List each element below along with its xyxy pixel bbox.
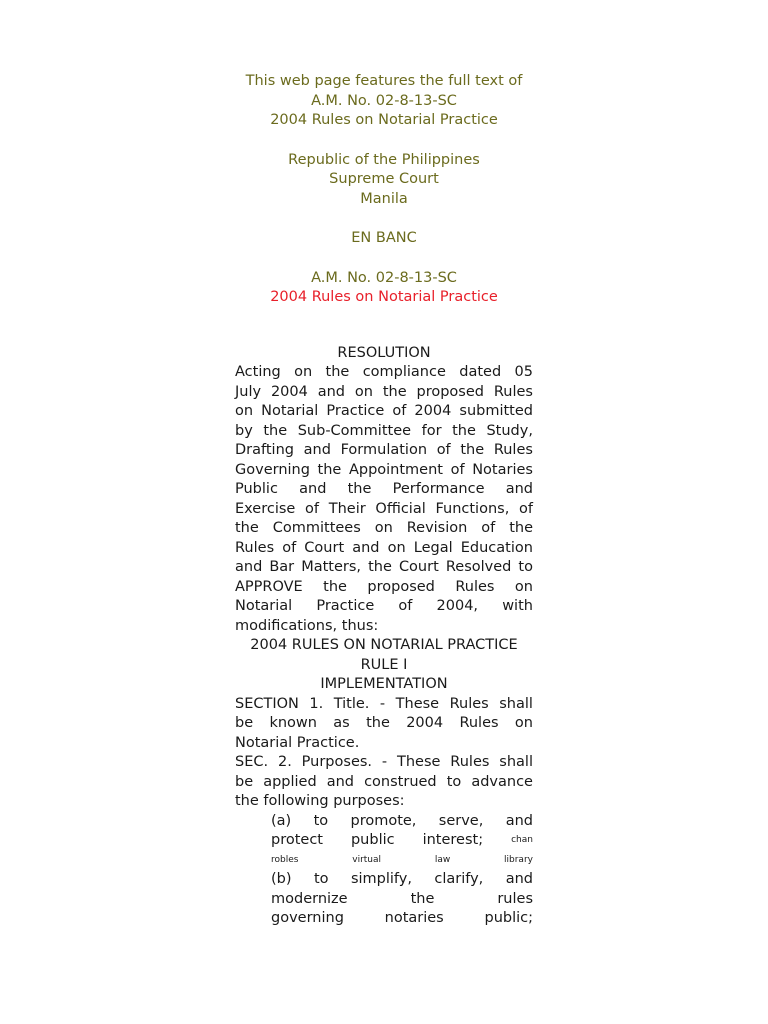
word: Notaries xyxy=(472,461,533,478)
paragraph-last-line: the following purposes: xyxy=(235,793,405,809)
purpose-a-line xyxy=(271,812,533,832)
case-title: 2004 Rules on Notarial Practice xyxy=(270,289,498,305)
word: Notarial xyxy=(261,403,319,419)
word: Functions, xyxy=(435,500,510,517)
word: of xyxy=(305,500,320,517)
word: Practice xyxy=(326,403,385,419)
paragraph-line xyxy=(235,441,533,461)
word: and xyxy=(317,383,346,400)
paragraph-line xyxy=(235,519,533,539)
word: protect xyxy=(271,832,323,848)
word: Rules xyxy=(235,539,275,556)
word: to xyxy=(313,871,329,887)
word: governing xyxy=(271,910,344,926)
paragraph-line xyxy=(235,558,533,578)
word: Notarial xyxy=(235,598,293,614)
paragraph-line xyxy=(235,773,533,793)
word: Governing xyxy=(235,461,310,478)
word: SECTION xyxy=(235,695,299,712)
word: 2. xyxy=(277,754,292,770)
word: promote, xyxy=(350,812,417,829)
paragraph-line xyxy=(235,597,533,617)
word: of xyxy=(436,442,451,458)
word: of xyxy=(519,500,533,517)
word: shall xyxy=(499,754,533,770)
word: public xyxy=(350,832,395,848)
watermark-word: library xyxy=(504,854,533,865)
word: Rules xyxy=(450,754,490,770)
word: 2004 xyxy=(270,383,308,400)
word: Acting xyxy=(235,364,281,380)
paragraph-line xyxy=(235,500,533,520)
supreme-court-line: Supreme Court xyxy=(329,171,439,187)
word: of xyxy=(398,598,413,614)
word: rules xyxy=(497,890,533,907)
word: submitted xyxy=(459,403,533,419)
word: (a) xyxy=(271,812,292,829)
watermark-word: law xyxy=(434,854,451,865)
word: the xyxy=(325,364,350,380)
word: of xyxy=(392,403,407,419)
purpose-b-line xyxy=(271,890,533,910)
word: clarify, xyxy=(434,871,484,887)
word: to xyxy=(446,773,462,790)
word: (b) xyxy=(271,871,292,887)
word: and xyxy=(505,871,533,887)
word: the xyxy=(366,715,390,731)
word: Appointment xyxy=(348,461,443,478)
word: of xyxy=(450,461,465,478)
word: - xyxy=(381,754,388,770)
word: Title. xyxy=(333,695,370,712)
word: interest; xyxy=(422,832,484,848)
word: compliance xyxy=(362,364,446,380)
word: as xyxy=(333,715,350,731)
word: Rules xyxy=(455,578,495,595)
republic-line: Republic of the Philippines xyxy=(288,151,480,168)
manila-line: Manila xyxy=(360,190,408,207)
word: of xyxy=(282,539,297,556)
word: the xyxy=(410,890,435,907)
word: Official xyxy=(375,500,426,517)
paragraph-line xyxy=(235,539,533,559)
watermark-text: chan xyxy=(511,835,533,845)
paragraph-line xyxy=(235,578,533,598)
word: - xyxy=(379,695,386,712)
word: on xyxy=(514,578,533,595)
paragraph-line xyxy=(235,753,533,773)
rule-name: IMPLEMENTATION xyxy=(320,676,448,692)
word: Court xyxy=(304,539,345,556)
word: 2004 xyxy=(406,715,444,731)
word: and xyxy=(235,559,263,575)
word: on xyxy=(235,403,254,419)
word: Rules xyxy=(493,442,533,458)
intro-case-number: A.M. No. 02-8-13-SC xyxy=(311,92,457,109)
word: the xyxy=(235,520,259,536)
word: Performance xyxy=(392,481,485,497)
word: public; xyxy=(484,910,533,926)
word: Purposes. xyxy=(301,754,373,770)
word: Rules xyxy=(449,695,489,712)
word: 1. xyxy=(309,695,324,712)
word: and xyxy=(299,481,327,497)
word: known xyxy=(269,715,317,731)
word: Sub-Committee xyxy=(297,422,412,439)
word: modernize xyxy=(271,890,348,907)
rule-number: RULE I xyxy=(360,656,408,673)
word: proposed xyxy=(416,383,484,400)
word: shall xyxy=(499,695,533,712)
word: Exercise xyxy=(235,500,296,517)
word: on xyxy=(514,715,533,731)
word: APPROVE xyxy=(235,578,303,595)
rules-title: 2004 RULES ON NOTARIAL PRACTICE xyxy=(250,637,518,653)
word: by xyxy=(235,422,253,439)
word: the xyxy=(317,461,342,478)
word: and xyxy=(505,812,533,829)
word: the xyxy=(347,481,372,497)
word: on xyxy=(354,383,373,400)
case-number: A.M. No. 02-8-13-SC xyxy=(311,269,457,286)
section-1 xyxy=(235,695,533,754)
word: for xyxy=(421,422,442,439)
word: Rules xyxy=(493,383,533,400)
word: Revision xyxy=(406,520,468,536)
paragraph-line xyxy=(235,422,533,442)
word: and xyxy=(326,773,355,790)
word: advance xyxy=(471,773,533,790)
intro-line-1: This web page features the full text of xyxy=(245,73,523,89)
paragraph-last-line: Notarial Practice. xyxy=(235,734,360,751)
word: the xyxy=(460,442,485,458)
word: and xyxy=(505,481,533,497)
resolution-heading: RESOLUTION xyxy=(337,344,431,361)
word: dated xyxy=(459,364,502,380)
word: Legal xyxy=(413,539,453,556)
word: to xyxy=(518,559,533,575)
paragraph-line xyxy=(235,480,533,500)
word: Committees xyxy=(272,520,361,536)
word: Resolved xyxy=(445,559,512,575)
word: 05 xyxy=(514,364,533,380)
word: of xyxy=(481,520,496,536)
word: Drafting xyxy=(235,442,294,458)
word: with xyxy=(502,598,533,614)
word: Study, xyxy=(486,422,533,439)
word: the xyxy=(323,578,347,595)
paragraph-line xyxy=(235,714,533,734)
purpose-b-line xyxy=(271,870,533,890)
word: applied xyxy=(263,773,317,790)
paragraph-line xyxy=(235,402,533,422)
paragraph-line xyxy=(235,383,533,403)
word: Rules xyxy=(459,715,499,731)
word: Matters, xyxy=(301,559,362,575)
word: Bar xyxy=(269,559,295,575)
word: the xyxy=(452,422,476,439)
word: notaries xyxy=(384,910,444,926)
watermark-word: robles xyxy=(271,854,299,865)
word: Formulation xyxy=(340,442,428,458)
resolution-paragraph xyxy=(235,363,533,636)
paragraph-line xyxy=(235,695,533,715)
paragraph-last-line: modifications, thus: xyxy=(235,617,379,634)
word: Public xyxy=(235,481,278,497)
word: and xyxy=(352,539,380,556)
word: These xyxy=(395,695,440,712)
en-banc-line: EN BANC xyxy=(351,230,417,246)
purpose-a-line xyxy=(271,831,533,851)
word: 2004, xyxy=(436,598,479,614)
word: the xyxy=(263,422,288,439)
word: the xyxy=(368,559,392,575)
word: on xyxy=(374,520,393,536)
word: simplify, xyxy=(350,871,412,887)
word: construed xyxy=(364,773,437,790)
word: be xyxy=(235,715,254,731)
paragraph-line xyxy=(235,363,533,383)
purpose-b-line xyxy=(271,909,533,929)
word: proposed xyxy=(367,578,435,595)
watermark-word: virtual xyxy=(352,854,382,865)
word: These xyxy=(396,754,441,770)
section-2 xyxy=(235,753,533,812)
intro-title: 2004 Rules on Notarial Practice xyxy=(270,112,498,128)
word: July xyxy=(235,383,262,400)
word: on xyxy=(387,539,406,556)
word: and xyxy=(303,442,331,458)
word: Practice xyxy=(316,598,375,614)
word: serve, xyxy=(438,812,484,829)
word: to xyxy=(313,812,329,829)
word: the xyxy=(382,383,407,400)
word: be xyxy=(235,773,254,790)
word: the xyxy=(509,520,533,536)
purposes-list xyxy=(271,812,533,929)
document-column xyxy=(235,72,533,929)
word: Their xyxy=(328,500,366,517)
word: 2004 xyxy=(414,403,452,419)
word: Court xyxy=(398,559,439,575)
watermark-line xyxy=(271,851,533,871)
word: Education xyxy=(460,539,533,556)
paragraph-line xyxy=(235,461,533,481)
word: SEC. xyxy=(235,754,269,770)
word: on xyxy=(294,364,313,380)
